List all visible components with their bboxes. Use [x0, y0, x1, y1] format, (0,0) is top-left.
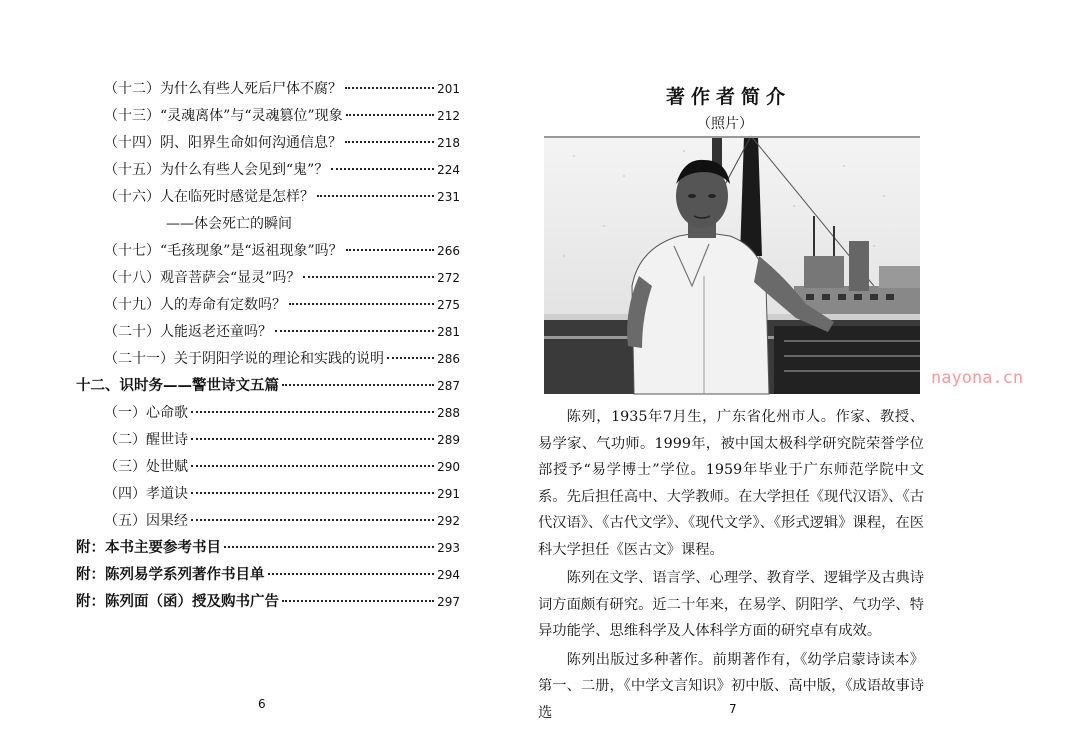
toc-entry-page: 293 [437, 541, 460, 555]
toc-appendix-booklist[interactable] [76, 566, 460, 584]
toc-entry-19[interactable] [104, 296, 460, 314]
toc-appendix-references[interactable] [76, 539, 460, 557]
toc-leader [282, 384, 434, 386]
toc-entry-page: 212 [437, 109, 460, 123]
toc-appendix-advert[interactable] [76, 593, 460, 611]
toc-entry-page: 297 [437, 595, 460, 609]
bio-paragraph: 陈列在文学、语言学、心理学、教育学、逻辑学及古典诗词方面颇有研究。近二十年来，在易学、阴阳学、气功学、特异功能学、思维科学及人体科学方面的研究卓有成效。 [538, 570, 925, 639]
toc-entry-page: 286 [437, 352, 460, 366]
toc-entry-page: 201 [437, 82, 460, 96]
toc-entry-title: 附：陈列面（函）授及购书广告 [76, 594, 279, 610]
toc-leader [224, 546, 434, 548]
toc-entry-title: （十七）“毛孩现象”是“返祖现象”吗？ [104, 243, 343, 259]
toc-leader [345, 141, 434, 143]
toc-entry-title: （十四）阴、阳界生命如何沟通信息？ [104, 135, 342, 151]
toc-entry-title: （十八）观音菩萨会“显灵”吗？ [104, 270, 301, 286]
toc-entry-page: 218 [437, 136, 460, 150]
toc-entry-21[interactable] [104, 350, 460, 368]
toc-entry-20[interactable] [104, 323, 460, 341]
toc-entry-title: （五）因果经 [104, 513, 188, 529]
page-number-right: 7 [729, 702, 737, 716]
left-page [0, 0, 500, 755]
toc-entry-12[interactable] [104, 80, 460, 98]
toc-entry-poem-1[interactable] [104, 404, 460, 422]
toc-entry-poem-4[interactable] [104, 485, 460, 503]
toc-entry-title: 附：陈列易学系列著作书目单 [76, 567, 265, 583]
toc-leader [303, 276, 434, 278]
toc-entry-poem-3[interactable] [104, 458, 460, 476]
toc-entry-page: 266 [437, 244, 460, 258]
toc-entry-title: 十二、识时务——警世诗文五篇 [76, 378, 279, 394]
toc-entry-title: （三）处世赋 [104, 459, 188, 475]
toc-entry-15[interactable] [104, 161, 460, 179]
toc-entry-title: （一）心命歌 [104, 405, 188, 421]
toc-leader [345, 87, 434, 89]
toc-leader [191, 438, 434, 440]
toc-entry-title: （十二）为什么有些人死后尸体不腐？ [104, 81, 342, 97]
toc-entry-14[interactable] [104, 134, 460, 152]
toc-entry-poem-5[interactable] [104, 512, 460, 530]
toc-leader [191, 519, 434, 521]
toc-entry-title: （十五）为什么有些人会见到“鬼”？ [104, 162, 329, 178]
toc-leader [191, 465, 434, 467]
toc-entry-page: 292 [437, 514, 460, 528]
bio-paragraph: 陈列出版过多种著作。前期著作有，《幼学启蒙诗读本》第一、二册，《中学文言知识》初中版、高中版，《成语故事诗选 [538, 651, 925, 721]
toc-entry-page: 290 [437, 460, 460, 474]
toc-entry-title: （二）醒世诗 [104, 432, 188, 448]
toc-entry-16-subtitle [166, 215, 292, 233]
page-number-left: 6 [258, 697, 266, 711]
toc-entry-page: 291 [437, 487, 460, 501]
toc-entry-page: 289 [437, 433, 460, 447]
toc-entry-page: 275 [437, 298, 460, 312]
toc-subtitle-text: ——体会死亡的瞬间 [166, 216, 292, 232]
toc-entry-title: （十三）“灵魂离体”与“灵魂篡位”现象 [104, 108, 343, 124]
toc-chapter-12[interactable] [76, 377, 460, 395]
toc-entry-16[interactable] [104, 188, 460, 206]
author-photo [544, 136, 920, 394]
toc-leader [387, 357, 434, 359]
photo-caption: （照片） [697, 116, 753, 132]
toc-entry-title: 附：本书主要参考书目 [76, 540, 221, 556]
toc-leader [331, 168, 434, 170]
watermark-text: nayona.cn [931, 368, 1024, 388]
toc-leader [317, 195, 434, 197]
toc-entry-page: 287 [437, 379, 460, 393]
toc-leader [289, 303, 434, 305]
bio-paragraph: 陈列，1935年7月生，广东省化州市人。作家、教授、易学家、气功师。1999年，被中国太极科学研究院荣誉学位部授予“易学博士”学位。1959年毕业于广东师范学院中文系。先后担任高中、大学教师。在大学担任《现代汉语》、《古代汉语》、《古代文学》、《现代文学》、《形式逻辑》课程，在医科大学担任《医古文》课程。 [538, 409, 925, 558]
toc-leader [191, 411, 434, 413]
toc-entry-page: 272 [437, 271, 460, 285]
author-bio [538, 404, 924, 728]
toc-entry-page: 231 [437, 190, 460, 204]
toc-entry-18[interactable] [104, 269, 460, 287]
toc-entry-title: （十九）人的寿命有定数吗？ [104, 297, 286, 313]
toc-leader [346, 249, 434, 251]
toc-leader [268, 573, 435, 575]
toc-entry-page: 281 [437, 325, 460, 339]
toc-entry-title: （二十）人能返老还童吗？ [104, 324, 272, 340]
right-page [500, 0, 1024, 755]
toc-entry-title: （四）孝道诀 [104, 486, 188, 502]
toc-entry-page: 224 [437, 163, 460, 177]
toc-entry-17[interactable] [104, 242, 460, 260]
toc-entry-page: 294 [437, 568, 460, 582]
toc-entry-title: （二十一）关于阴阳学说的理论和实践的说明 [104, 351, 384, 367]
toc-leader [346, 114, 434, 116]
toc-leader [191, 492, 434, 494]
toc-leader [282, 600, 434, 602]
toc-entry-poem-2[interactable] [104, 431, 460, 449]
toc-entry-page: 288 [437, 406, 460, 420]
toc-entry-13[interactable] [104, 107, 460, 125]
page-title: 著作者简介 [666, 86, 792, 108]
toc-entry-title: （十六）人在临死时感觉是怎样？ [104, 189, 314, 205]
toc-leader [275, 330, 434, 332]
